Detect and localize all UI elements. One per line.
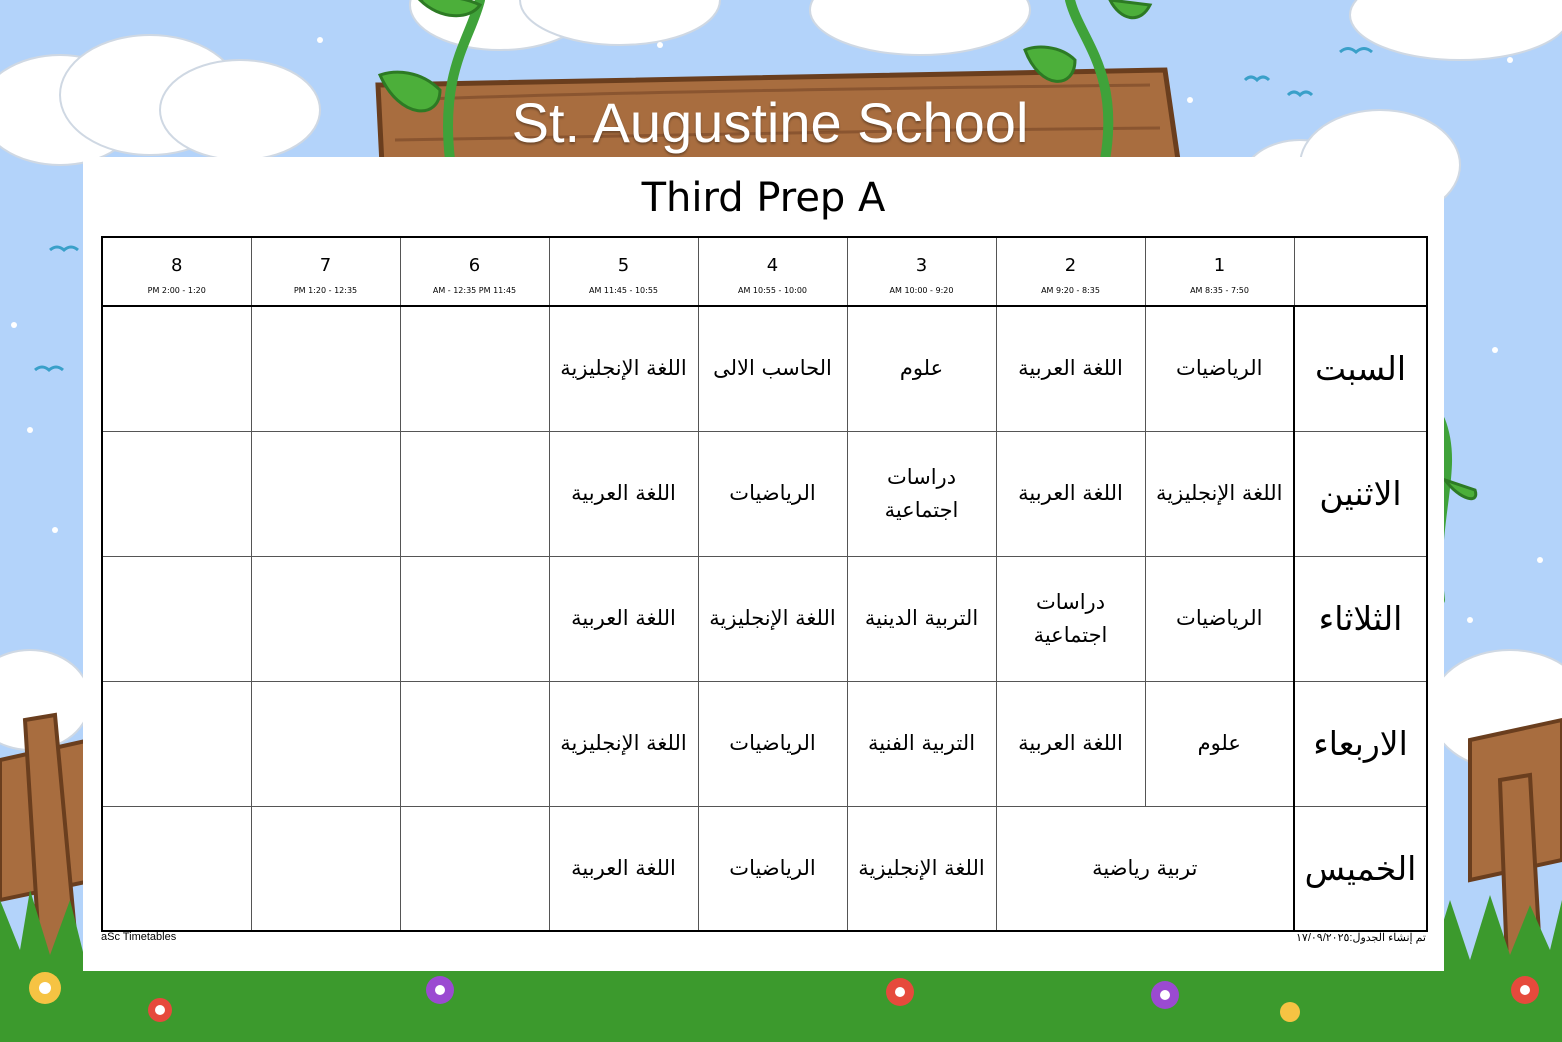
period-time: 7:50 - 8:35 AM bbox=[1190, 285, 1249, 295]
lesson-cell: اللغة الإنجليزية bbox=[698, 556, 847, 681]
lesson-cell: اللغة العربية bbox=[996, 431, 1145, 556]
period-time: 8:35 - 9:20 AM bbox=[1041, 285, 1100, 295]
generated-date: تم إنشاء الجدول:١٧/٠٩/٢٠٢٥ bbox=[1296, 932, 1426, 944]
lesson-cell: الرياضيات bbox=[1145, 556, 1294, 681]
empty-lesson-cell bbox=[251, 431, 400, 556]
period-time: 10:55 - 11:45 AM bbox=[588, 285, 659, 295]
lesson-cell: الحاسب الالى bbox=[698, 306, 847, 431]
period-header-5 bbox=[549, 237, 698, 306]
empty-lesson-cell bbox=[102, 806, 251, 931]
period-number: 6 bbox=[468, 254, 481, 276]
empty-lesson-cell bbox=[400, 556, 549, 681]
lesson-cell: اللغة العربية bbox=[549, 431, 698, 556]
software-credit: aSc Timetables bbox=[101, 931, 177, 943]
empty-lesson-cell bbox=[251, 306, 400, 431]
empty-lesson-cell bbox=[102, 681, 251, 806]
period-header-3 bbox=[847, 237, 996, 306]
empty-lesson-cell bbox=[102, 556, 251, 681]
lesson-cell: اللغة الإنجليزية bbox=[549, 306, 698, 431]
period-number: 7 bbox=[319, 254, 332, 276]
day-name: السبت bbox=[1294, 306, 1427, 431]
day-row bbox=[102, 806, 1427, 931]
school-name: St. Augustine School bbox=[511, 91, 1029, 154]
lesson-cell: الرياضيات bbox=[698, 681, 847, 806]
lesson-cell: تربية رياضية bbox=[996, 806, 1294, 931]
day-name: الثلاثاء bbox=[1294, 556, 1427, 681]
lesson-cell: اللغة الإنجليزية bbox=[1145, 431, 1294, 556]
lesson-cell: اللغة العربية bbox=[549, 806, 698, 931]
lesson-cell: التربية الدينية bbox=[847, 556, 996, 681]
period-time: 12:35 - 1:20 PM bbox=[293, 285, 358, 295]
lesson-cell: اللغة العربية bbox=[996, 681, 1145, 806]
day-row bbox=[102, 306, 1427, 431]
empty-lesson-cell bbox=[251, 806, 400, 931]
period-header-1 bbox=[1145, 237, 1294, 306]
empty-lesson-cell bbox=[400, 431, 549, 556]
day-name: الاربعاء bbox=[1294, 681, 1427, 806]
period-time: 11:45 AM - 12:35 PM bbox=[432, 285, 517, 295]
day-row bbox=[102, 556, 1427, 681]
period-time: 10:00 - 10:55 AM bbox=[737, 285, 808, 295]
corner-cell bbox=[1294, 237, 1427, 306]
lesson-cell: الرياضيات bbox=[698, 806, 847, 931]
day-row bbox=[102, 431, 1427, 556]
empty-lesson-cell bbox=[251, 556, 400, 681]
timetable-grid bbox=[101, 236, 1428, 932]
period-number: 4 bbox=[766, 254, 779, 276]
lesson-cell: اللغة الإنجليزية bbox=[549, 681, 698, 806]
lesson-cell: اللغة العربية bbox=[549, 556, 698, 681]
empty-lesson-cell bbox=[251, 681, 400, 806]
class-title: Third Prep A bbox=[641, 175, 886, 221]
empty-lesson-cell bbox=[102, 431, 251, 556]
lesson-cell: اللغة الإنجليزية bbox=[847, 806, 996, 931]
empty-lesson-cell bbox=[400, 306, 549, 431]
lesson-cell: علوم bbox=[847, 306, 996, 431]
day-name: الاثنين bbox=[1294, 431, 1427, 556]
lesson-cell: الرياضيات bbox=[698, 431, 847, 556]
period-header-8 bbox=[102, 237, 251, 306]
lesson-cell: الرياضيات bbox=[1145, 306, 1294, 431]
period-header-6 bbox=[400, 237, 549, 306]
lesson-cell: اللغة العربية bbox=[996, 306, 1145, 431]
period-time: 9:20 - 10:00 AM bbox=[889, 285, 954, 295]
period-number: 3 bbox=[915, 254, 928, 276]
period-number: 2 bbox=[1064, 254, 1077, 276]
period-number: 1 bbox=[1213, 254, 1226, 276]
empty-lesson-cell bbox=[102, 306, 251, 431]
period-header-4 bbox=[698, 237, 847, 306]
period-header-row bbox=[102, 237, 1427, 306]
empty-lesson-cell bbox=[400, 806, 549, 931]
period-number: 8 bbox=[171, 254, 183, 276]
empty-lesson-cell bbox=[400, 681, 549, 806]
lesson-cell: علوم bbox=[1145, 681, 1294, 806]
period-header-2 bbox=[996, 237, 1145, 306]
lesson-cell: دراسات اجتماعية bbox=[847, 431, 996, 556]
day-row bbox=[102, 681, 1427, 806]
lesson-cell: التربية الفنية bbox=[847, 681, 996, 806]
lesson-cell: دراسات اجتماعية bbox=[996, 556, 1145, 681]
day-name: الخميس bbox=[1294, 806, 1427, 931]
period-header-7 bbox=[251, 237, 400, 306]
period-time: 1:20 - 2:00 PM bbox=[147, 285, 206, 295]
period-number: 5 bbox=[617, 254, 630, 276]
timetable-sheet bbox=[83, 157, 1444, 971]
